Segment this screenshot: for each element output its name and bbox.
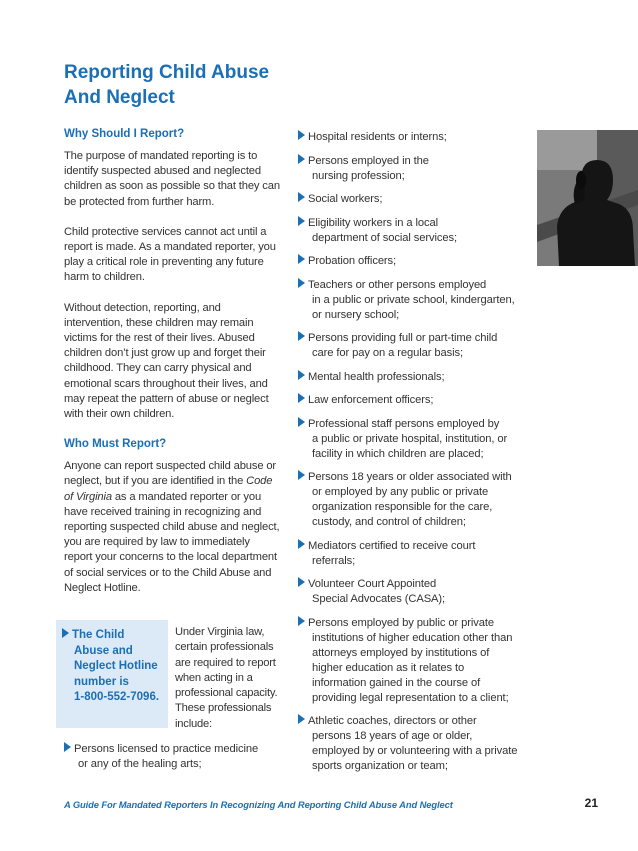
triangle-bullet-icon [298, 577, 305, 587]
right-bullet-line: a public or private hospital, institution, or [312, 432, 508, 445]
page-title [64, 60, 324, 110]
who-heading: Who Must Report? [64, 438, 167, 451]
person-on-phone-image [537, 130, 638, 266]
who-paragraph [64, 459, 280, 596]
right-bullet-line: Eligibility workers in a local [308, 216, 439, 229]
triangle-bullet-icon [298, 539, 305, 549]
right-bullet-item [298, 216, 538, 246]
right-bullet-item [298, 278, 538, 323]
right-bullet-item [298, 370, 538, 385]
callout-hotline-number: 1-800-552-7096. [74, 691, 160, 703]
right-bullet-item [298, 192, 538, 207]
right-column [298, 130, 538, 783]
page-number: 21 [584, 796, 598, 810]
triangle-bullet-icon [298, 254, 305, 264]
triangle-bullet-icon [298, 714, 305, 724]
right-bullet-line: Hospital residents or interns; [308, 131, 447, 143]
right-bullet-line: custody, and control of children; [312, 516, 466, 528]
right-bullet-line: Persons providing full or part-time child [308, 332, 498, 344]
triangle-bullet-icon [298, 616, 305, 626]
right-bullet-line: Probation officers; [308, 255, 397, 267]
right-bullet-line: Athletic coaches, directors or other [308, 715, 477, 727]
left-column [64, 127, 280, 596]
right-bullet-line: providing legal representation to a client; [312, 691, 509, 704]
right-bullet-line: Persons 18 years or older associated with [308, 471, 512, 483]
right-bullet-line: Law enforcement officers; [308, 394, 434, 406]
why-paragraph-1: The purpose of mandated reporting is to identify suspected abused and neglected children as soon as possible so that they can be protected from further harm. [64, 150, 280, 208]
right-bullet-item [298, 331, 538, 361]
callout-line-1 [62, 628, 168, 644]
right-bullet-item [298, 470, 538, 530]
right-bullet-line: or employed by any public or private [312, 486, 489, 498]
triangle-bullet-icon [298, 370, 305, 380]
triangle-bullet-icon [298, 417, 305, 427]
why-paragraph-3: Without detection, reporting, and intervention, these children may remain victims for the rest of their lives. Abused children don’t just grow up and forget their childhood. They can carry physical and emotional scars throughout their lives, and may repeat the pattern of abuse or neglect with their own children. [64, 301, 269, 421]
triangle-bullet-icon [298, 192, 305, 202]
why-heading: Why Should I Report? [64, 128, 185, 140]
triangle-bullet-icon [298, 130, 305, 140]
left-bullet-line-2: or any of the healing arts; [78, 758, 202, 770]
right-bullet-line: information gained in the course of [312, 676, 481, 689]
silhouette-photo [537, 130, 638, 266]
triangle-bullet-icon [62, 628, 69, 638]
triangle-bullet-icon [298, 393, 305, 403]
right-bullet-line: sports organization or team; [312, 760, 448, 772]
right-bullet-line: in a public or private school, kindergarten, [312, 293, 515, 306]
right-bullet-line: Mediators certified to receive court [308, 539, 476, 552]
callout-line-3: Neglect Hotline [74, 660, 158, 672]
callout-text-1: The Child [72, 629, 125, 641]
triangle-bullet-icon [64, 742, 71, 752]
title-line-2: And Neglect [64, 87, 175, 108]
right-bullet-line: Social workers; [308, 193, 383, 205]
professionals-intro: Under Virginia law, certain professionals are required to report when acting in a professional capacity. These professionals include: [175, 626, 278, 730]
right-bullet-line: Professional staff persons employed by [308, 417, 500, 430]
right-bullet-line: institutions of higher education other than [312, 631, 513, 644]
right-bullet-line: or nursery school; [312, 308, 400, 321]
right-bullet-line: department of social services; [312, 231, 457, 244]
callout-line-4: number is [74, 675, 129, 688]
right-bullet-line: care for pay on a regular basis; [312, 347, 464, 359]
title-line-1: Reporting Child Abuse [64, 62, 270, 83]
triangle-bullet-icon [298, 470, 305, 480]
right-bullet-line: attorneys employed by institutions of [312, 646, 490, 659]
right-bullet-item [298, 539, 538, 569]
right-bullet-line: Persons employed by public or private [308, 616, 494, 629]
right-bullet-item [298, 393, 538, 408]
triangle-bullet-icon [298, 154, 305, 164]
left-bullet-item [64, 742, 286, 772]
right-bullet-line: higher education as it relates to [312, 661, 465, 674]
who-text-after: as a mandated reporter or you have received training in recognizing and reporting suspected child abuse and neglect, you are required by law to immediately report your concerns to the local department of social services or to the Child Abuse and Neglect Hotline. [64, 490, 280, 594]
right-bullet-line: Persons employed in the [308, 154, 429, 167]
triangle-bullet-icon [298, 216, 305, 226]
right-bullet-item [298, 154, 538, 184]
right-bullet-line: Mental health professionals; [308, 370, 445, 383]
right-bullet-item [298, 130, 538, 145]
right-bullet-line: Teachers or other persons employed [308, 278, 487, 291]
left-bullet-line-1: Persons licensed to practice medicine [74, 743, 259, 755]
right-bullet-line: employed by or volunteering with a private [312, 745, 518, 757]
right-bullet-line: Volunteer Court Appointed [308, 578, 437, 590]
footer-guide-title: A Guide For Mandated Reporters In Recognizing And Reporting Child Abuse And Neglect [64, 799, 453, 810]
right-bullet-item [298, 714, 538, 774]
right-bullet-line: persons 18 years of age or older, [312, 730, 473, 742]
right-bullet-item [298, 577, 538, 607]
right-bullet-line: referrals; [312, 554, 356, 567]
right-bullet-line: facility in which children are placed; [312, 447, 484, 460]
right-bullet-item [298, 417, 538, 462]
triangle-bullet-icon [298, 331, 305, 341]
right-bullet-line: Special Advocates (CASA); [312, 593, 446, 605]
right-bullet-line: organization responsible for the care, [312, 501, 493, 513]
code-of-virginia: Code of Virginia [64, 475, 273, 503]
right-bullet-item [298, 616, 538, 706]
who-text-before: Anyone can report suspected child abuse or neglect, but if you are identified in the [64, 460, 276, 488]
hotline-callout [56, 620, 168, 728]
callout-line-2: Abuse and [74, 644, 133, 657]
right-bullet-item [298, 254, 538, 269]
why-paragraph-2: Child protective services cannot act until a report is made. As a mandated reporter, you play a critical role in preventing any future harm to children. [64, 225, 276, 284]
triangle-bullet-icon [298, 278, 305, 288]
right-bullet-line: nursing profession; [312, 169, 405, 182]
